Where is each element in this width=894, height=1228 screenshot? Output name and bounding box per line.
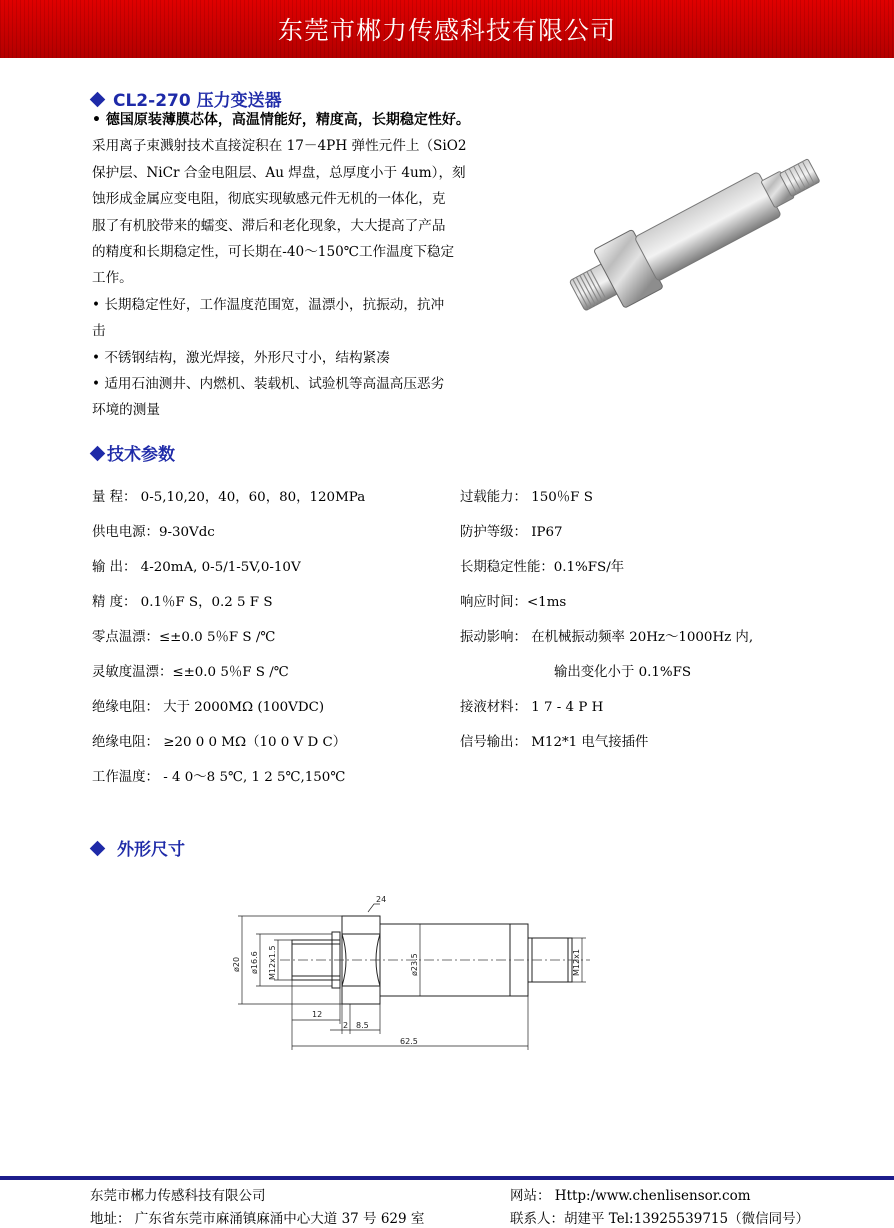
spec-right: 输出变化小于 0.1%FS	[554, 665, 692, 680]
product-title-text: CL2-270 压力变送器	[113, 91, 282, 111]
label-12: 12	[312, 1010, 323, 1019]
diamond-bullet-icon	[90, 446, 106, 462]
specs-title-text: 技术参数	[107, 445, 175, 465]
spec-right: 信号输出： M12*1 电气接插件	[460, 735, 649, 750]
footer-company: 东莞市郴力传感科技有限公司	[90, 1188, 266, 1204]
spec-left: 供电电源：9-30Vdc	[92, 525, 215, 540]
feature-bullet: 击	[92, 323, 106, 340]
spec-right: 响应时间：<1ms	[460, 595, 567, 610]
intro-line: 工作。	[92, 270, 133, 287]
specs-title	[92, 440, 175, 465]
label-62-5: 62.5	[400, 1037, 418, 1046]
label-d23-5: ø23.5	[410, 953, 419, 976]
label-m12x1-5: M12x1.5	[268, 945, 277, 980]
spec-left: 灵敏度温漂：≤±0.0 5％F S /℃	[92, 665, 289, 680]
intro-line: 的精度和长期稳定性，可长期在-40～150℃工作温度下稳定	[92, 244, 455, 261]
product-intro	[92, 107, 520, 424]
spec-left: 输 出： 4-20mA, 0-5/1-5V,0-10V	[92, 560, 301, 575]
intro-line: 保护层、NiCr 合金电阻层、Au 焊盘，总厚度小于 4um），刻	[92, 164, 466, 181]
intro-lead: • 德国原装薄膜芯体，高温情能好，精度高，长期稳定性好。	[92, 112, 470, 128]
intro-line: 服了有机胶带来的蠕变、滞后和老化现象，大大提高了产品	[92, 217, 446, 234]
label-m12x1: M12x1	[572, 949, 581, 976]
label-hex: 24	[376, 895, 387, 904]
footer	[0, 1180, 894, 1228]
intro-line: 采用离子束溅射技术直接淀积在 17－4PH 弹性元件上（SiO2	[92, 138, 467, 155]
footer-contact: 联系人：胡建平 Tel:13925539715（微信同号）	[510, 1211, 810, 1227]
spec-left: 量 程： 0-5,10,20，40，60，80，120MPa	[92, 490, 366, 505]
spec-right: 过载能力： 150％F S	[460, 490, 593, 505]
intro-line: 蚀形成金属应变电阻，彻底实现敏感元件无机的一体化，克	[92, 191, 446, 208]
footer-website: 网站： Http:/www.chenlisensor.com	[510, 1188, 751, 1204]
feature-bullet: 环境的测量	[92, 402, 160, 419]
spec-right: 长期稳定性能：0.1%FS/年	[460, 560, 625, 575]
spec-left: 工作温度： - 4 0～8 5℃, 1 2 5℃,150℃	[92, 770, 346, 785]
feature-bullet: • 不锈钢结构，激光焊接，外形尺寸小，结构紧凑	[92, 349, 390, 366]
spec-right: 防护等级： IP67	[460, 525, 563, 540]
spec-right: 接液材料： 1 7 - 4 P H	[460, 700, 604, 715]
label-8-5: 8.5	[356, 1021, 369, 1030]
spec-left: 精 度： 0.1％F S，0.2 5 F S	[92, 595, 273, 610]
label-2: 2	[343, 1021, 349, 1030]
spec-left: 绝缘电阻： 大于 2000MΩ (100VDC)	[92, 700, 325, 715]
dimension-drawing	[220, 890, 610, 1060]
company-title: 东莞市郴力传感科技有限公司	[277, 16, 616, 45]
spec-left: 绝缘电阻： ≥20 0 0 MΩ（10 0 V D C）	[92, 735, 347, 750]
spec-right: 振动影响： 在机械振动频率 20Hz～1000Hz 内,	[460, 630, 754, 645]
spec-left: 零点温漂：≤±0.0 5％F S /℃	[92, 630, 276, 645]
product-photo	[548, 128, 858, 328]
diamond-bullet-icon	[90, 841, 106, 857]
footer-address: 地址： 广东省东莞市麻涌镇麻涌中心大道 37 号 629 室	[90, 1211, 425, 1227]
feature-bullet: • 长期稳定性好，工作温度范围宽，温漂小，抗振动，抗冲	[92, 296, 445, 313]
dimensions-title	[92, 835, 185, 860]
label-d20: ø20	[232, 956, 241, 972]
diamond-bullet-icon	[90, 92, 106, 108]
dimensions-title-text: 外形尺寸	[117, 840, 185, 860]
label-d16-6: ø16.6	[250, 951, 259, 974]
feature-bullet: • 适用石油测井、内燃机、装载机、试验机等高温高压恶劣	[92, 376, 445, 393]
header-banner	[0, 0, 894, 58]
